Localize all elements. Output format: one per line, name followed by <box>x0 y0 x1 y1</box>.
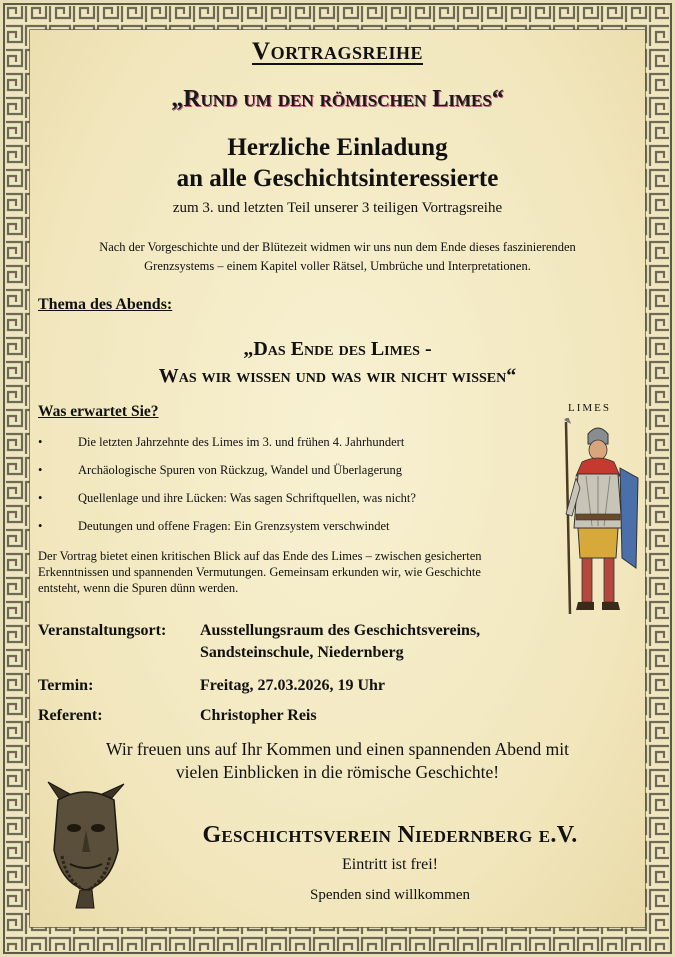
speaker-value: Christopher Reis <box>200 707 317 724</box>
closing-text <box>30 738 645 784</box>
intro-line-1: Nach der Vorgeschichte und der Blütezeit widmen wir uns nun dem Ende dieses faszinierenden <box>99 240 576 254</box>
topic-title <box>30 336 645 390</box>
series-title: „Rund um den römischen Limes“ <box>171 86 504 112</box>
expect-heading: Was erwartet Sie? <box>38 403 159 420</box>
description-text <box>38 548 558 596</box>
club-name: Geschichtsverein Niedernberg e.V. <box>202 822 578 848</box>
date-value: Freitag, 27.03.2026, 19 Uhr <box>200 677 386 694</box>
venue-line-2: Sandsteinschule, Niedernberg <box>200 644 404 661</box>
illustration-label: LIMES <box>568 402 611 414</box>
venue-line-1: Ausstellungsraum des Geschichtsvereins, <box>200 622 481 639</box>
roman-soldier-illustration <box>548 418 646 618</box>
closing-line-2: vielen Einblicken in die römische Geschichte! <box>175 762 500 782</box>
list-item: • Archäologische Spuren von Rückzug, Wandel und Überlagerung <box>38 456 538 484</box>
intro-text <box>30 238 645 276</box>
topic-line-2: Was wir wissen und was wir nicht wissen“ <box>158 365 517 387</box>
closing-line-1: Wir freuen uns auf Ihr Kommen und einen spannenden Abend mit <box>106 739 569 759</box>
invitation-line-2: an alle Geschichtsinteressierte <box>176 165 499 192</box>
description-line-3: entsteht, wenn die Spuren dünn werden. <box>38 581 239 595</box>
entry-note: Eintritt ist frei! <box>342 856 438 873</box>
topic-heading: Thema des Abends: <box>38 296 173 313</box>
intro-line-2: Grenzsystems – einem Kapitel voller Rätsel, Umbrüche und Interpretationen. <box>144 259 531 273</box>
list-item: • Deutungen und offene Fragen: Ein Grenzsystem verschwindet <box>38 512 538 540</box>
bronze-mask-logo <box>40 780 132 910</box>
list-item: • Die letzten Jahrzehnte des Limes im 3. und frühen 4. Jahrhundert <box>38 428 538 456</box>
date-label: Termin: <box>38 677 94 694</box>
invitation-heading <box>30 132 645 194</box>
subtitle: zum 3. und letzten Teil unserer 3 teiligen Vortragsreihe <box>172 200 503 216</box>
invitation-line-1: Herzliche Einladung <box>227 134 448 161</box>
expect-list <box>38 428 538 540</box>
donation-note: Spenden sind willkommen <box>310 887 470 903</box>
description-line-1: Der Vortrag bietet einen kritischen Blick auf das Ende des Limes – zwischen gesicherten <box>38 549 482 563</box>
topic-line-1: „Das Ende des Limes - <box>243 338 432 360</box>
speaker-label: Referent: <box>38 707 103 724</box>
venue-label: Veranstaltungsort: <box>38 622 167 639</box>
description-line-2: Erkenntnissen und spannenden Vermutungen. Gemeinsam erkunden wir, wie Geschichte <box>38 565 481 579</box>
venue-value <box>200 620 480 664</box>
list-item: • Quellenlage und ihre Lücken: Was sagen Schriftquellen, was nicht? <box>38 484 538 512</box>
series-heading: Vortragsreihe <box>252 38 423 65</box>
